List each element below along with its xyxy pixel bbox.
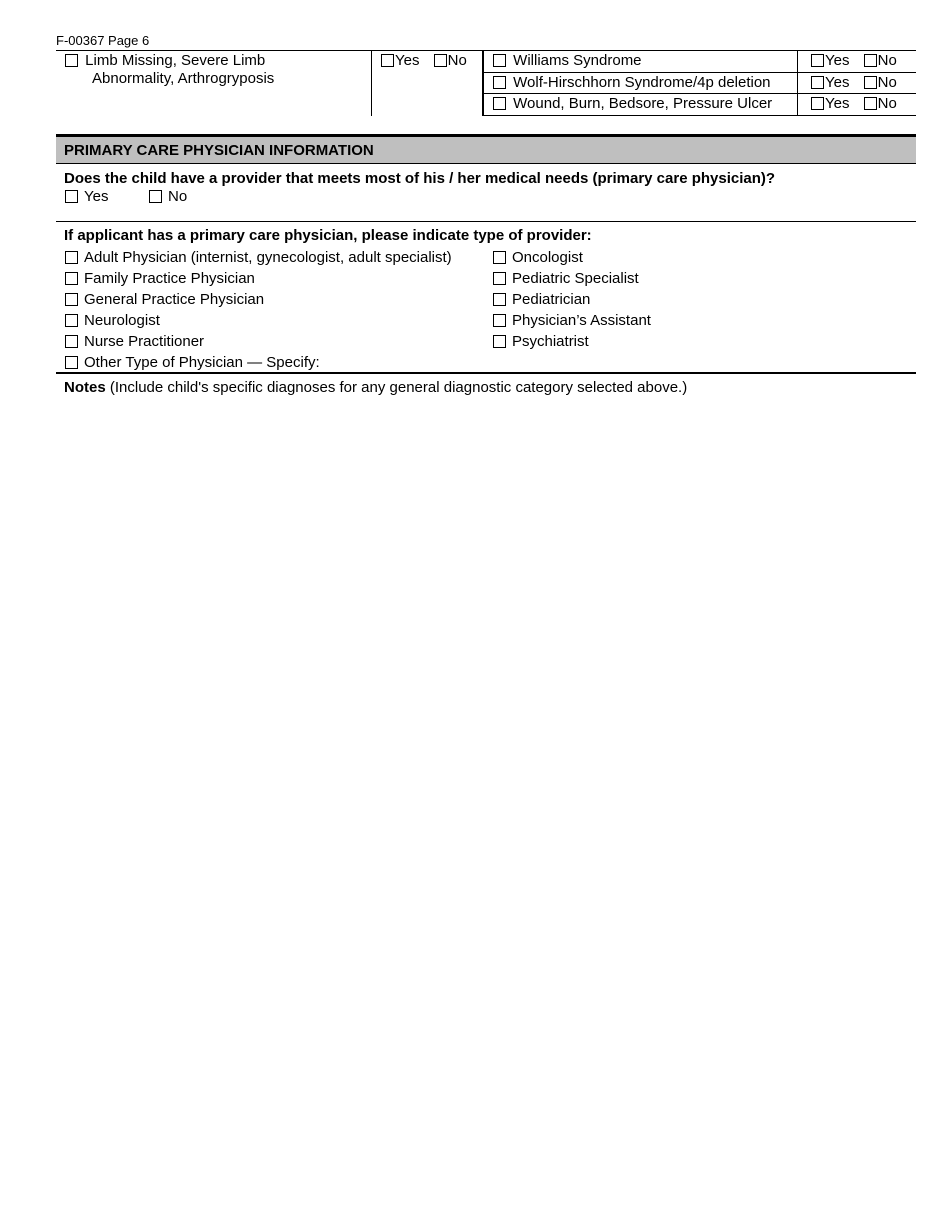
- no-checkbox[interactable]: [864, 54, 877, 67]
- diagnosis-wound-burn: [493, 95, 772, 112]
- no-label: No: [877, 74, 897, 91]
- provider-option[interactable]: [493, 249, 583, 266]
- row-divider: [484, 93, 916, 94]
- diagnosis-checkbox[interactable]: [493, 97, 506, 110]
- diagnosis-table: [56, 50, 916, 116]
- yes-no-group: [811, 74, 907, 91]
- pcp-yes-label: Yes: [84, 188, 109, 205]
- section-title: PRIMARY CARE PHYSICIAN INFORMATION: [64, 142, 374, 159]
- provider-checkbox[interactable]: [65, 293, 78, 306]
- provider-option[interactable]: [493, 312, 651, 329]
- provider-checkbox[interactable]: [493, 251, 506, 264]
- yes-no-group: [811, 52, 907, 69]
- notes-area[interactable]: [64, 400, 916, 1180]
- provider-label: Other Type of Physician — Specify:: [84, 354, 320, 371]
- pcp-question: Does the child have a provider that meets most of his / her medical needs (primary care physician)?: [64, 170, 776, 187]
- diagnosis-label: Limb Missing, Severe Limb: [85, 52, 266, 69]
- no-checkbox[interactable]: [434, 54, 447, 67]
- diagnosis-checkbox[interactable]: [493, 76, 506, 89]
- provider-checkbox[interactable]: [65, 314, 78, 327]
- diagnosis-label: Wolf-Hirschhorn Syndrome/4p deletion: [513, 74, 771, 91]
- no-label: No: [877, 52, 897, 69]
- provider-option[interactable]: [493, 333, 589, 350]
- notes-label: Notes: [64, 379, 106, 396]
- form-id: F-00367 Page 6: [56, 33, 150, 48]
- provider-type-prompt: If applicant has a primary care physician, please indicate type of provider:: [64, 227, 592, 244]
- provider-label: General Practice Physician: [84, 291, 265, 308]
- yes-label: Yes: [395, 52, 420, 69]
- provider-option[interactable]: [65, 291, 264, 308]
- provider-checkbox[interactable]: [65, 251, 78, 264]
- provider-label: Oncologist: [512, 249, 583, 266]
- yes-no-group: [381, 52, 477, 69]
- divider: [56, 221, 916, 222]
- provider-option-other[interactable]: [65, 354, 320, 371]
- pcp-no-option[interactable]: [149, 188, 187, 205]
- provider-option[interactable]: [493, 291, 590, 308]
- row-divider: [484, 72, 916, 73]
- pcp-yes-option[interactable]: [65, 188, 108, 205]
- provider-label: Nurse Practitioner: [84, 333, 205, 350]
- pcp-no-checkbox[interactable]: [149, 190, 162, 203]
- diagnosis-label: Williams Syndrome: [513, 52, 642, 69]
- provider-checkbox[interactable]: [493, 335, 506, 348]
- pcp-no-label: No: [168, 188, 188, 205]
- col-divider: [371, 50, 372, 116]
- no-label: No: [877, 95, 897, 112]
- no-checkbox[interactable]: [864, 97, 877, 110]
- diagnosis-checkbox[interactable]: [65, 54, 78, 67]
- diagnosis-williams-syndrome: [493, 52, 642, 69]
- no-checkbox[interactable]: [864, 76, 877, 89]
- diagnosis-limb-missing: [65, 52, 265, 69]
- yes-checkbox[interactable]: [381, 54, 394, 67]
- provider-checkbox[interactable]: [65, 335, 78, 348]
- provider-label: Family Practice Physician: [84, 270, 255, 287]
- divider-thick: [56, 372, 916, 374]
- provider-label: Pediatrician: [512, 291, 591, 308]
- provider-checkbox[interactable]: [493, 293, 506, 306]
- diagnosis-checkbox[interactable]: [493, 54, 506, 67]
- provider-label: Neurologist: [84, 312, 160, 329]
- provider-checkbox[interactable]: [493, 272, 506, 285]
- section-header: [56, 137, 916, 164]
- diagnosis-label: Wound, Burn, Bedsore, Pressure Ulcer: [513, 95, 773, 112]
- yes-no-group: [811, 95, 907, 112]
- provider-label: Psychiatrist: [512, 333, 589, 350]
- provider-label: Pediatric Specialist: [512, 270, 639, 287]
- col-divider-thick: [482, 50, 484, 116]
- yes-checkbox[interactable]: [811, 97, 824, 110]
- yes-label: Yes: [825, 74, 850, 91]
- provider-option[interactable]: [493, 270, 639, 287]
- yes-label: Yes: [825, 52, 850, 69]
- provider-checkbox[interactable]: [65, 356, 78, 369]
- row-divider: [484, 115, 916, 116]
- pcp-yes-checkbox[interactable]: [65, 190, 78, 203]
- provider-label: Physician’s Assistant: [512, 312, 651, 329]
- diagnosis-label-continued: Abnormality, Arthrogryposis: [92, 70, 275, 87]
- provider-checkbox[interactable]: [65, 272, 78, 285]
- provider-option[interactable]: [65, 312, 160, 329]
- provider-option[interactable]: [65, 333, 204, 350]
- provider-checkbox[interactable]: [493, 314, 506, 327]
- col-divider: [797, 50, 798, 116]
- provider-option[interactable]: [65, 249, 452, 266]
- yes-label: Yes: [825, 95, 850, 112]
- provider-label: Adult Physician (internist, gynecologist, adult specialist): [84, 249, 452, 266]
- yes-checkbox[interactable]: [811, 76, 824, 89]
- no-label: No: [447, 52, 467, 69]
- notes: [64, 379, 687, 396]
- table-top-border: [56, 50, 916, 51]
- yes-checkbox[interactable]: [811, 54, 824, 67]
- diagnosis-wolf-hirschhorn: [493, 74, 771, 91]
- notes-text: (Include child's specific diagnoses for any general diagnostic category selected above.): [105, 379, 688, 396]
- provider-option[interactable]: [65, 270, 255, 287]
